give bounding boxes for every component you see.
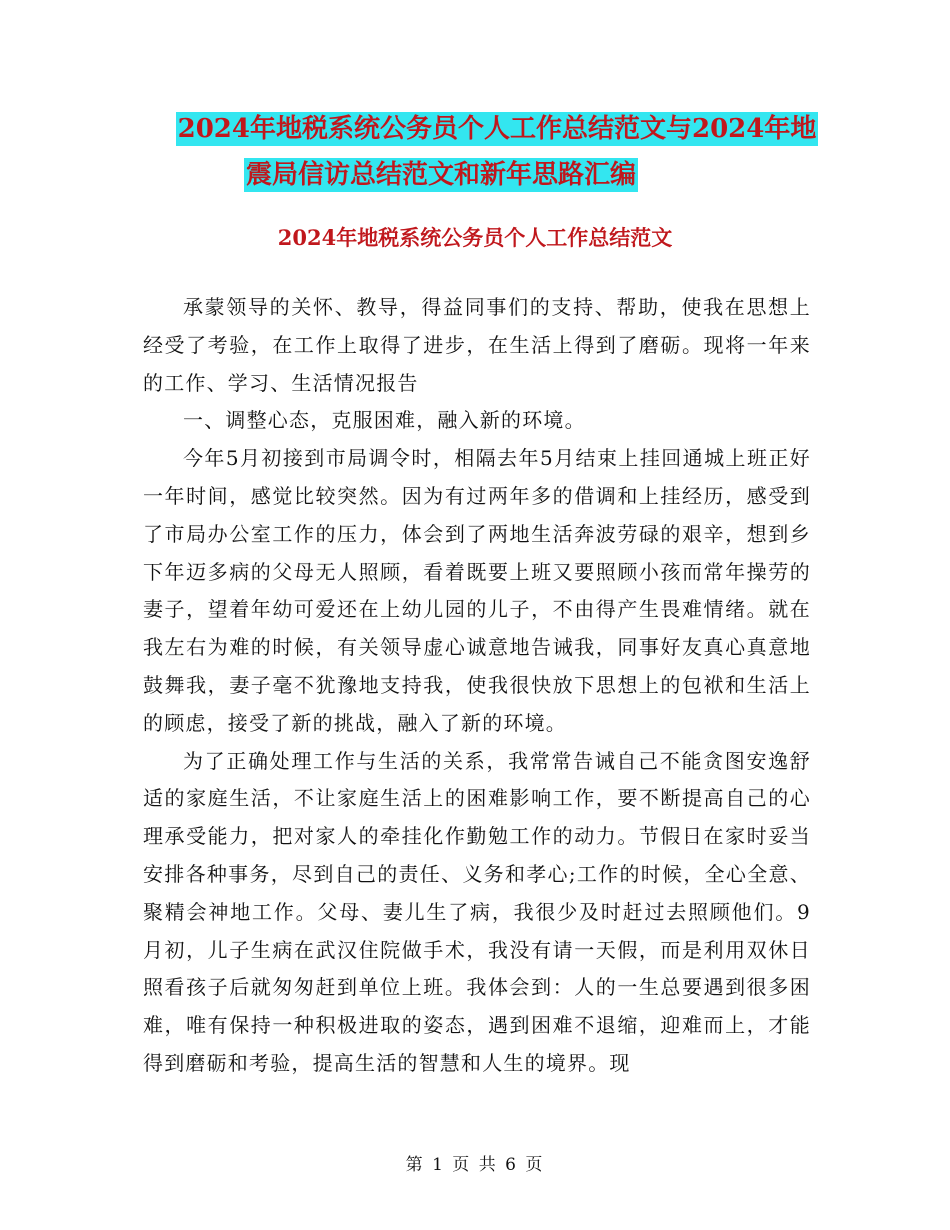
paragraph-intro: 承蒙领导的关怀、教导，得益同事们的支持、帮助，使我在思想上经受了考验，在工作上取得了进步，在生活上得到了磨砺。现将一年来的工作、学习、生活情况报告 (143, 295, 811, 395)
paragraph-2: 今年5月初接到市局调令时，相隔去年5月结束上挂回通城上班正好一年时间，感觉比较突然。因为有过两年多的借调和上挂经历，感受到了市局办公室工作的压力，体会到了两地生活奔波劳碌的艰辛，想到乡下年迈多病的父母无人照顾，看着既要上班又要照顾小孩而常年操劳的妻子，望着年幼可爱还在上幼儿园的儿子，不由得产生畏难情绪。就在我左右为难的时候，有关领导虚心诚意地告诫我，同事好友真心真意地鼓舞我，妻子毫不犹豫地支持我，使我很快放下思想上的包袱和生活上的顾虑，接受了新的挑战，融入了新的环境。 (143, 446, 811, 735)
title-highlight: 震局信访总结范文和新年思路汇编 (245, 160, 636, 190)
paragraph-heading-1: 一、调整心态，克服困难，融入新的环境。 (183, 408, 586, 433)
main-title-line-1 (22, 106, 950, 152)
main-title-line-2 (0, 152, 916, 198)
section-title: 2024年地税系统公务员个人工作总结范文 (277, 225, 673, 250)
page-footer: 第 1 页 共 6 页 (405, 1155, 545, 1175)
paragraph-3: 为了正确处理工作与生活的关系，我常常告诫自己不能贪图安逸舒适的家庭生活，不让家庭生活上的困难影响工作，要不断提高自己的心理承受能力，把对家人的牵挂化作勤勉工作的动力。节假日在家时妥当安排各种事务，尽到自己的责任、义务和孝心;工作的时候，全心全意、聚精会神地工作。父母、妻儿生了病，我很少及时赶过去照顾他们。9月初，儿子生病在武汉住院做手术，我没有请一天假，而是利用双休日照看孩子后就匆匆赶到单位上班。我体会到：人的一生总要遇到很多困难，唯有保持一种积极进取的姿态，遇到困难不退缩，迎难而上，才能得到磨砺和考验，提高生活的智慧和人生的境界。现 (143, 748, 811, 1075)
document-body (143, 289, 811, 1083)
title-highlight: 2024年地税系统公务员个人工作总结范文与2024年地 (177, 114, 817, 144)
